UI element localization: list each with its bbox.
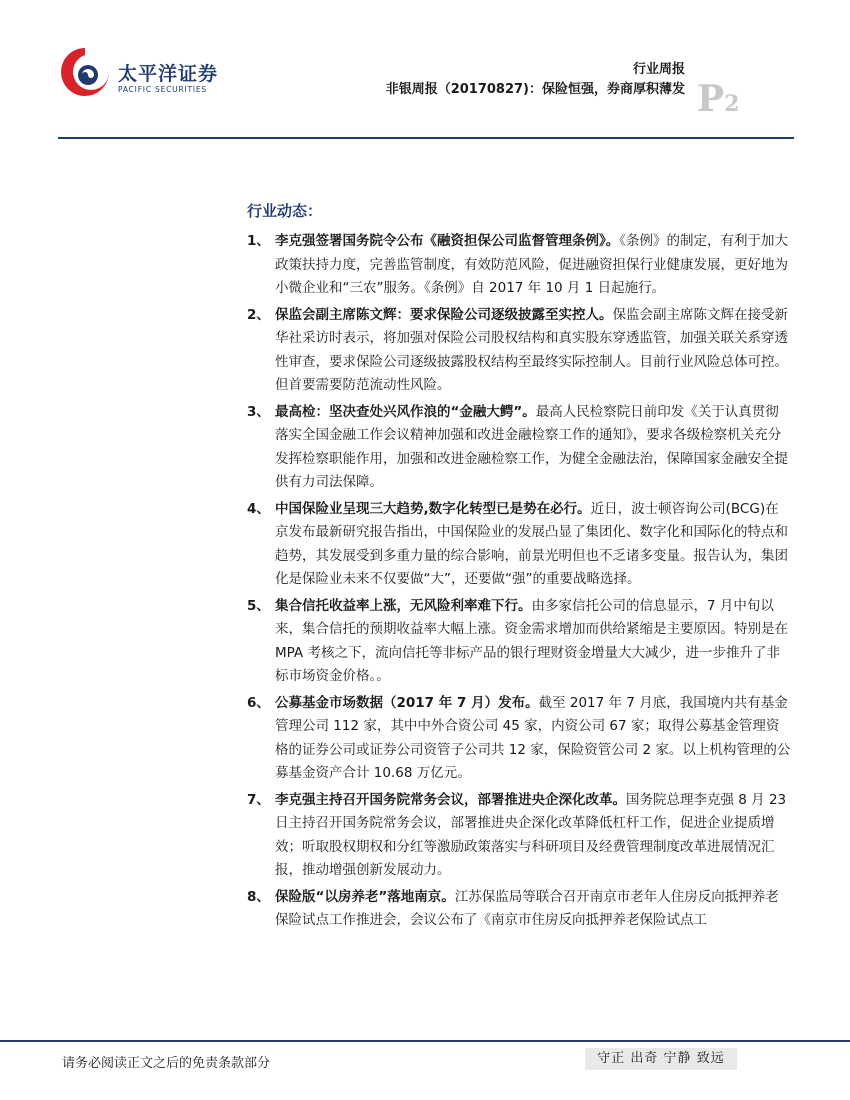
item-number: 2、: [247, 306, 270, 323]
item-headline: 最高检：坚决查处兴风作浪的“金融大鳄”。: [275, 403, 536, 420]
item-body: 最高人民检察院日前印发《关于认真贯彻落实全国金融工作会议精神加强和改进金融检察工作的通知》，要求各级检察机关充分发挥检察职能作用，加强和改进金融检察工作，为健全金融法治，保障国家金融安全提供有力司法保障。: [275, 403, 788, 490]
footer-motto: 守正 出奇 宁静 致远: [585, 1048, 737, 1070]
brand-name-en: PACIFIC SECURITIES: [118, 85, 207, 94]
logo-emblem-icon: [58, 45, 112, 101]
item-headline: 保监会副主席陈文辉：要求保险公司逐级披露至实控人。: [275, 306, 613, 323]
news-item: [247, 595, 792, 689]
item-body: 由多家信托公司的信息显示，7 月中旬以来，集合信托的预期收益率大幅上涨。资金需求增加而供给紧缩是主要原因。特别是在 MPA 考核之下，流向信托等非标产品的银行理财资金增量大大减少，进一步推升了非标市场资金价格。。: [275, 597, 788, 684]
brand-name-cn: 太平洋证券: [118, 63, 219, 85]
item-headline: 李克强签署国务院令公布《融资担保公司监督管理条例》。: [275, 233, 620, 249]
item-number: 4、: [247, 500, 270, 517]
company-logo: [58, 45, 278, 105]
item-number: 8、: [247, 888, 270, 905]
news-item: [247, 692, 792, 786]
item-number: 1、: [247, 233, 270, 249]
item-number: 5、: [247, 597, 270, 614]
item-number: 6、: [247, 694, 270, 711]
item-headline: 公募基金市场数据（2017 年 7 月）发布。: [275, 694, 539, 711]
item-headline: 集合信托收益率上涨，无风险利率难下行。: [275, 597, 532, 614]
report-category: 行业周报: [632, 62, 685, 77]
news-list: [247, 230, 792, 936]
page-digit: 2: [724, 91, 740, 117]
report-title: 非银周报（20170827)：保险恒强，券商厚积薄发: [385, 82, 685, 97]
item-body: 《条例》的制定，有利于加大政策扶持力度，完善监管制度，有效防范风险，促进融资担保行业健康发展，更好地为小微企业和“三农”服务。《条例》自 2017 年 10 月 1 日起施行。: [275, 233, 788, 296]
item-headline: 保险版“以房养老”落地南京。: [275, 888, 455, 905]
page-number: [697, 78, 739, 120]
news-item: [247, 886, 792, 933]
item-headline: 中国保险业呈现三大趋势,数字化转型已是势在必行。: [275, 500, 591, 517]
news-item: [247, 498, 792, 592]
page-letter: P: [697, 78, 725, 120]
news-item: [247, 230, 792, 301]
news-item: [247, 304, 792, 398]
footer-disclaimer: 请务必阅读正文之后的免责条款部分: [62, 1056, 271, 1071]
item-body: 江苏保监局等联合召开南京市老年人住房反向抵押养老保险试点工作推进会，会议公布了《南京市住房反向抵押养老保险试点工: [275, 888, 779, 928]
header-divider: [58, 137, 794, 139]
item-body: 保监会副主席陈文辉在接受新华社采访时表示，将加强对保险公司股权结构和真实股东穿透监管，加强关联关系穿透性审查，要求保险公司逐级披露股权结构至最终实际控制人。目前行业风险总体可控。但首要需要防范流动性风险。: [275, 306, 788, 393]
news-item: [247, 789, 792, 883]
item-headline: 李克强主持召开国务院常务会议，部署推进央企深化改革。: [275, 791, 626, 808]
item-body: 国务院总理李克强 8 月 23 日主持召开国务院常务会议，部署推进央企深化改革降低杠杆工作，促进企业提质增效；听取股权期权和分红等激励政策落实与科研项目及经费管理制度改革进展情况汇报，推动增强创新发展动力。: [275, 791, 787, 878]
item-body: 近日，波士顿咨询公司(BCG)在京发布最新研究报告指出，中国保险业的发展凸显了集团化、数字化和国际化的特点和趋势，其发展受到多重力量的综合影响，前景光明但也不乏诸多变量。报告认为，集团化是保险业未来不仅要做“大”，还要做“强”的重要战略选择。: [275, 500, 788, 587]
news-item: [247, 401, 792, 495]
item-number: 7、: [247, 791, 270, 808]
item-number: 3、: [247, 403, 270, 420]
section-title: 行业动态：: [247, 202, 323, 220]
footer-divider: [0, 1040, 850, 1042]
item-body: 截至 2017 年 7 月底，我国境内共有基金管理公司 112 家，其中中外合资公司 45 家，内资公司 67 家；取得公募基金管理资格的证券公司或证券公司资管子公司共 12 家，保险资管公司 2 家。以上机构管理的公募基金资产合计 10.68 万亿元。: [275, 694, 791, 781]
